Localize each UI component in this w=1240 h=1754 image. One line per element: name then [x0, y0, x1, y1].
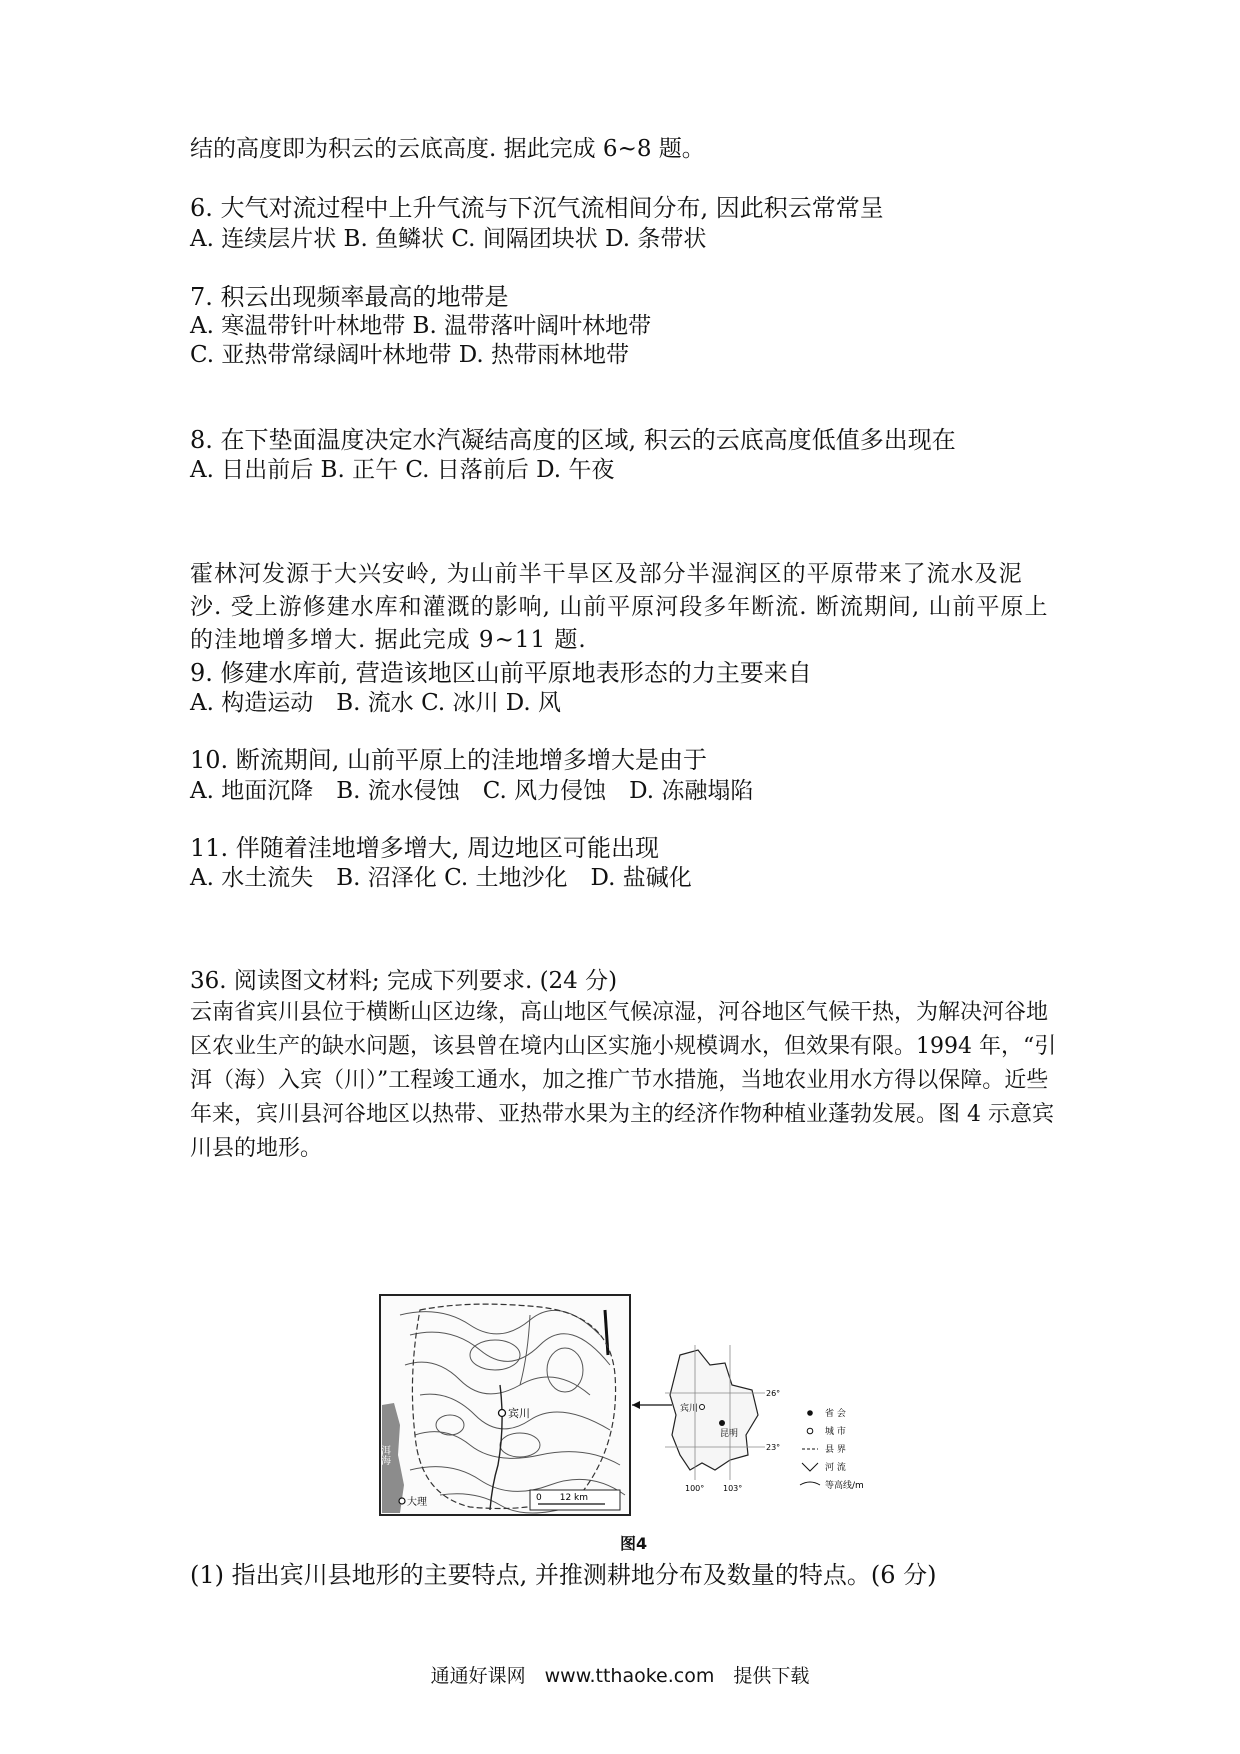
legend-capital-icon	[807, 1410, 813, 1416]
question-7-options-1: A. 寒温带针叶林地带 B. 温带落叶阔叶林地带	[190, 313, 652, 339]
lon-100-label: 100°	[685, 1484, 705, 1493]
question-6-options: A. 连续层片状 B. 鱼鳞状 C. 间隔团块状 D. 条带状	[190, 226, 707, 252]
legend-city-icon	[807, 1428, 813, 1434]
figure-4	[380, 1295, 910, 1530]
passage-holin-river: 霍林河发源于大兴安岭, 为山前半干旱区及部分半湿润区的平原带来了流水及泥沙. 受上游修建水库和灌溉的影响, 山前平原河段多年断流. 断流期间, 山前平原上的洼地增多增大. 据此完成 9~11 题.	[190, 561, 1049, 653]
dali-city-marker	[399, 1498, 405, 1504]
inset-binchuan-label: 宾川	[680, 1404, 699, 1414]
question-7-options-2: C. 亚热带常绿阔叶林地带 D. 热带雨林地带	[190, 342, 629, 368]
question-7-stem: 7. 积云出现频率最高的地带是	[190, 283, 509, 311]
map-legend	[800, 1407, 864, 1491]
legend-river-icon	[802, 1463, 818, 1471]
legend-capital-label: 省 会	[825, 1409, 846, 1419]
lat-26-label: 26°	[766, 1389, 781, 1398]
yunnan-inset-map	[665, 1345, 780, 1493]
question-9-options: A. 构造运动 B. 流水 C. 冰川 D. 风	[190, 690, 562, 716]
lon-103-label: 103°	[723, 1484, 743, 1493]
erhai-label: 洱海	[378, 1445, 390, 1465]
question-10-options: A. 地面沉降 B. 流水侵蚀 C. 风力侵蚀 D. 冻融塌陷	[190, 778, 754, 804]
question-8-options: A. 日出前后 B. 正午 C. 日落前后 D. 午夜	[190, 457, 615, 483]
binchuan-city-marker	[499, 1410, 506, 1417]
figure-caption: 图4	[620, 1534, 648, 1553]
question-11-options: A. 水土流失 B. 沼泽化 C. 土地沙化 D. 盐碱化	[190, 865, 692, 891]
lat-23-label: 23°	[766, 1443, 781, 1452]
question-8-stem: 8. 在下垫面温度决定水汽凝结高度的区域, 积云的云底高度低值多出现在	[190, 426, 956, 454]
intro-line: 结的高度即为积云的云底高度. 据此完成 6~8 题。	[190, 136, 705, 162]
page-footer: 通通好课网 www.tthaoke.com 提供下载	[430, 1665, 810, 1687]
question-6-stem: 6. 大气对流过程中上升气流与下沉气流相间分布, 因此积云常常呈	[190, 194, 884, 222]
binchuan-label: 宾川	[508, 1407, 530, 1420]
legend-contour-label: 等高线/m	[825, 1481, 864, 1491]
question-36-passage: 云南省宾川县位于横断山区边缘，高山地区气候凉湿，河谷地区气候干热，为解决河谷地区农业生产的缺水问题，该县曾在境内山区实施小规模调水，但效果有限。1994 年，“引洱（海）入宾（川）”工程竣工通水，加之推广节水措施，当地农业用水方得以保障。近些年来，宾川县河谷地区以热带、亚热带水果为主的经济作物种植业蓬勃发展。图 4 示意宾川县的地形。	[190, 1000, 1057, 1161]
legend-city-label: 城 市	[825, 1427, 846, 1437]
question-10-stem: 10. 断流期间, 山前平原上的洼地增多增大是由于	[190, 746, 708, 774]
question-9-stem: 9. 修建水库前, 营造该地区山前平原地表形态的力主要来自	[190, 659, 812, 687]
legend-boundary-label: 县 界	[825, 1445, 846, 1455]
question-36-sub-1: (1) 指出宾川县地形的主要特点, 并推测耕地分布及数量的特点。(6 分)	[190, 1561, 937, 1589]
legend-contour-icon	[800, 1482, 820, 1485]
legend-river-label: 河 流	[825, 1463, 846, 1473]
question-36-title: 36. 阅读图文材料; 完成下列要求. (24 分)	[190, 968, 618, 994]
inset-kunming-label: 昆明	[720, 1429, 739, 1439]
scale-label: 0 12 km	[536, 1493, 589, 1503]
dali-label: 大理	[407, 1497, 427, 1508]
question-11-stem: 11. 伴随着洼地增多增大, 周边地区可能出现	[190, 834, 660, 862]
binchuan-terrain-map	[380, 1295, 910, 1530]
